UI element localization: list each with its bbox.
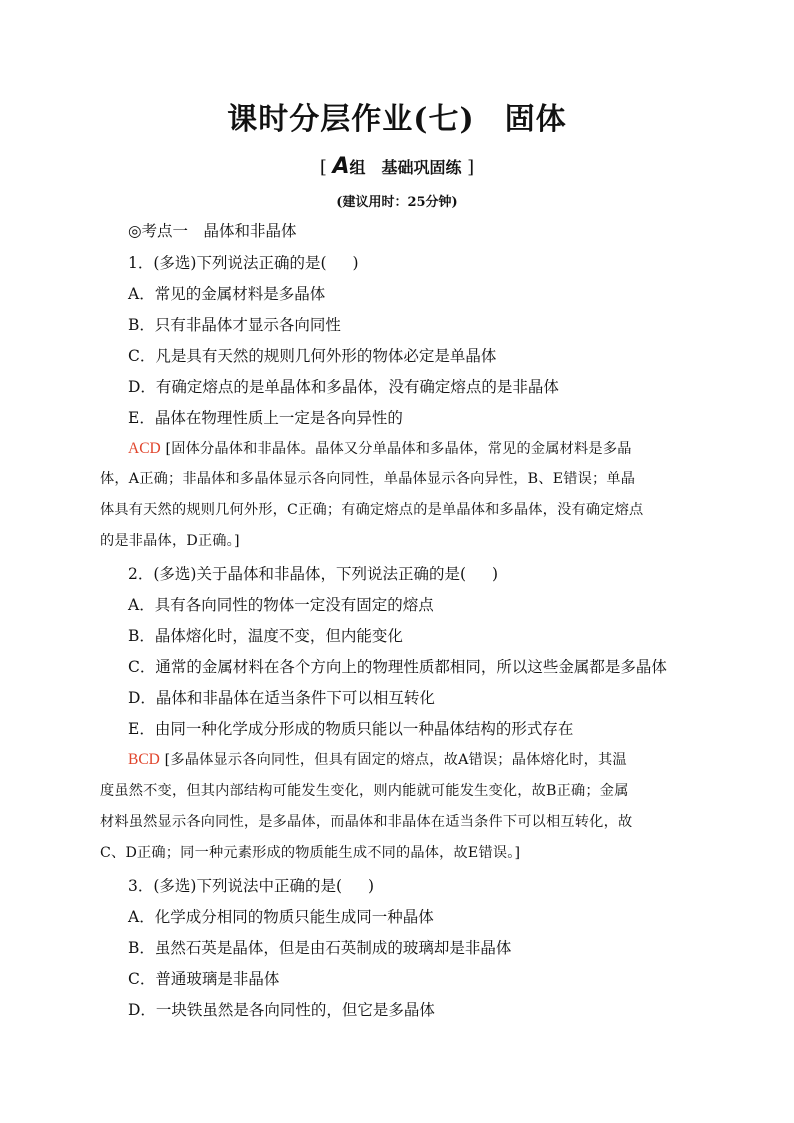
title-sub: 固体 xyxy=(504,102,567,137)
q3-option-c: C．普通玻璃是非晶体 xyxy=(128,970,280,988)
question-2-stem xyxy=(128,562,498,584)
q2-answer-line-1 xyxy=(128,749,728,769)
answer-text: [固体分晶体和非晶体。晶体又分单晶体和多晶体，常见的金属材料是多晶 xyxy=(165,441,632,457)
q2-option-c: C．通常的金属材料在各个方向上的物理性质都相同，所以这些金属都是多晶体 xyxy=(128,658,667,676)
q3-option-d: D．一块铁虽然是各向同性的，但它是多晶体 xyxy=(128,1001,435,1019)
page-title xyxy=(0,94,794,138)
question-stem-text: 2．(多选)关于晶体和非晶体，下列说法正确的是( xyxy=(128,565,467,583)
q2-option-b: B．晶体熔化时，温度不变，但内能变化 xyxy=(128,627,403,645)
q1-option-d: D．有确定熔点的是单晶体和多晶体，没有确定熔点的是非晶体 xyxy=(128,378,559,396)
question-3-stem xyxy=(128,874,374,896)
q2-answer-line-2: 度虽然不变，但其内部结构可能发生变化，则内能就可能发生变化，故B正确；金属 xyxy=(100,783,629,799)
group-label: 组 基础巩固练 xyxy=(349,158,462,177)
q1-option-a: A．常见的金属材料是多晶体 xyxy=(128,285,326,303)
answer-key: BCD xyxy=(128,751,160,768)
group-heading xyxy=(0,154,794,179)
q1-answer-line-4: 的是非晶体，D正确。] xyxy=(100,533,240,549)
q1-answer-line-1 xyxy=(128,438,728,458)
group-bracket-close: ] xyxy=(467,157,475,178)
q2-option-d: D．晶体和非晶体在适当条件下可以相互转化 xyxy=(128,689,435,707)
question-1-stem xyxy=(128,251,359,273)
q1-option-e: E．晶体在物理性质上一定是各向异性的 xyxy=(128,409,403,427)
q2-answer-line-3: 材料虽然显示各向同性，是多晶体，而晶体和非晶体在适当条件下可以相互转化，故 xyxy=(100,814,633,830)
question-close-paren: ) xyxy=(492,565,499,583)
q1-option-b: B．只有非晶体才显示各向同性 xyxy=(128,316,341,334)
q2-answer-line-4: C、D正确；同一种元素形成的物质能生成不同的晶体，故E错误。] xyxy=(100,845,521,861)
q2-option-e: E．由同一种化学成分形成的物质只能以一种晶体结构的形式存在 xyxy=(128,720,574,738)
q1-option-c: C．凡是具有天然的规则几何外形的物体必定是单晶体 xyxy=(128,347,497,365)
question-close-paren: ) xyxy=(352,254,359,272)
group-bracket-open: [ xyxy=(319,157,327,178)
q1-answer-line-3: 体具有天然的规则几何外形，C正确；有确定熔点的是单晶体和多晶体，没有确定熔点 xyxy=(100,502,644,518)
q3-option-a: A．化学成分相同的物质只能生成同一种晶体 xyxy=(128,908,434,926)
question-stem-text: 3．(多选)下列说法中正确的是( xyxy=(128,877,343,895)
answer-text: [多晶体显示各向同性，但具有固定的熔点，故A错误；晶体熔化时，其温 xyxy=(164,752,627,768)
time-note: (建议用时：25分钟) xyxy=(336,195,458,210)
answer-key: ACD xyxy=(128,440,161,457)
q2-option-a: A．具有各向同性的物体一定没有固定的熔点 xyxy=(128,596,434,614)
question-close-paren: ) xyxy=(368,877,375,895)
title-main: 课时分层作业(七) xyxy=(227,102,475,137)
question-stem-text: 1．(多选)下列说法正确的是( xyxy=(128,254,327,272)
q3-option-b: B．虽然石英是晶体，但是由石英制成的玻璃却是非晶体 xyxy=(128,939,512,957)
section-heading: ◎考点一 晶体和非晶体 xyxy=(128,222,297,240)
q1-answer-line-2: 体，A正确；非晶体和多晶体显示各向同性，单晶体显示各向异性，B、E错误；单晶 xyxy=(100,471,636,487)
group-letter: A xyxy=(332,154,350,179)
